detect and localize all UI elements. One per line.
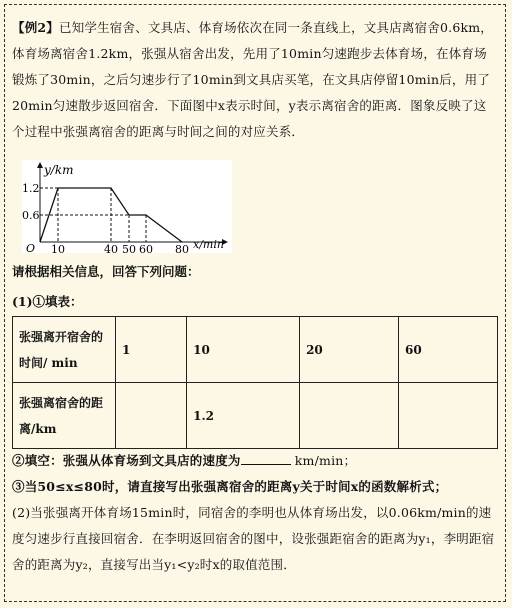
table-row <box>13 317 498 383</box>
table-row <box>13 383 498 449</box>
x-axis-label: x/min <box>193 238 224 251</box>
intro-text: 已知学生宿舍、文具店、体育场依次在同一条直线上，文具店离宿舍0.6km，体育场离宿舍1.2km，张强从宿舍出发，先用了10min匀速跑步去体育场，在体育场锻炼了30min，之后匀速步行了10min到文具店买笔，在文具店停留10min后，用了20min匀速散步返回宿舍．下面图中x表示时间，y表示离宿舍的距离．图象反映了这个过程中张强离宿舍的距离与时间之间的对应关系． <box>12 20 494 139</box>
row-header-time: 张强离开宿舍的时间/ min <box>13 317 116 383</box>
x-tick-50: 50 <box>122 243 136 253</box>
q1-part2-pre: ②填空：张强从体育场到文具店的速度为 <box>12 453 241 468</box>
table-cell-blank[interactable] <box>116 383 187 449</box>
answer-table <box>12 316 498 449</box>
x-tick-40: 40 <box>104 243 118 253</box>
example-tag: 【例2】 <box>12 20 59 35</box>
table-cell: 20 <box>300 317 399 383</box>
distance-time-graph <box>22 160 232 253</box>
y-tick-0.6: 0.6 <box>22 209 40 222</box>
origin-label: O <box>26 242 36 253</box>
table-cell-blank[interactable] <box>399 383 498 449</box>
x-tick-60: 60 <box>139 243 153 253</box>
problem-intro <box>12 15 496 145</box>
q1-part2-post: km/min； <box>290 453 357 468</box>
x-tick-80: 80 <box>175 243 189 253</box>
y-tick-1.2: 1.2 <box>22 182 40 195</box>
table-cell: 60 <box>399 317 498 383</box>
table-cell: 10 <box>187 317 300 383</box>
q1-part3: ③当50≤x≤80时，请直接写出张强离宿舍的距离y关于时间x的函数解析式； <box>12 479 448 494</box>
y-axis-arrow <box>37 162 43 168</box>
speed-blank[interactable] <box>241 452 291 465</box>
y-axis-label: y/km <box>44 163 74 177</box>
table-cell: 1.2 <box>187 383 300 449</box>
q1-part2 <box>12 448 496 474</box>
prompt-text: 请根据相关信息，回答下列问题： <box>12 264 200 279</box>
table-cell: 1 <box>116 317 187 383</box>
x-tick-10: 10 <box>51 243 65 253</box>
table-cell-blank[interactable] <box>300 383 399 449</box>
q2-text: (2)当张强离开体育场15min时，同宿舍的李明也从体育场出发，以0.06km/min的速度匀速步行直接回宿舍．在李明返回宿舍的图中，设张强距宿舍的距离为y₁，李明距宿舍的距离为y₂，直接写出当y₁<y₂时x的取值范围． <box>12 505 495 572</box>
q1-heading: (1)①填表： <box>12 294 83 309</box>
row-header-distance: 张强离宿舍的距离/km <box>13 383 116 449</box>
